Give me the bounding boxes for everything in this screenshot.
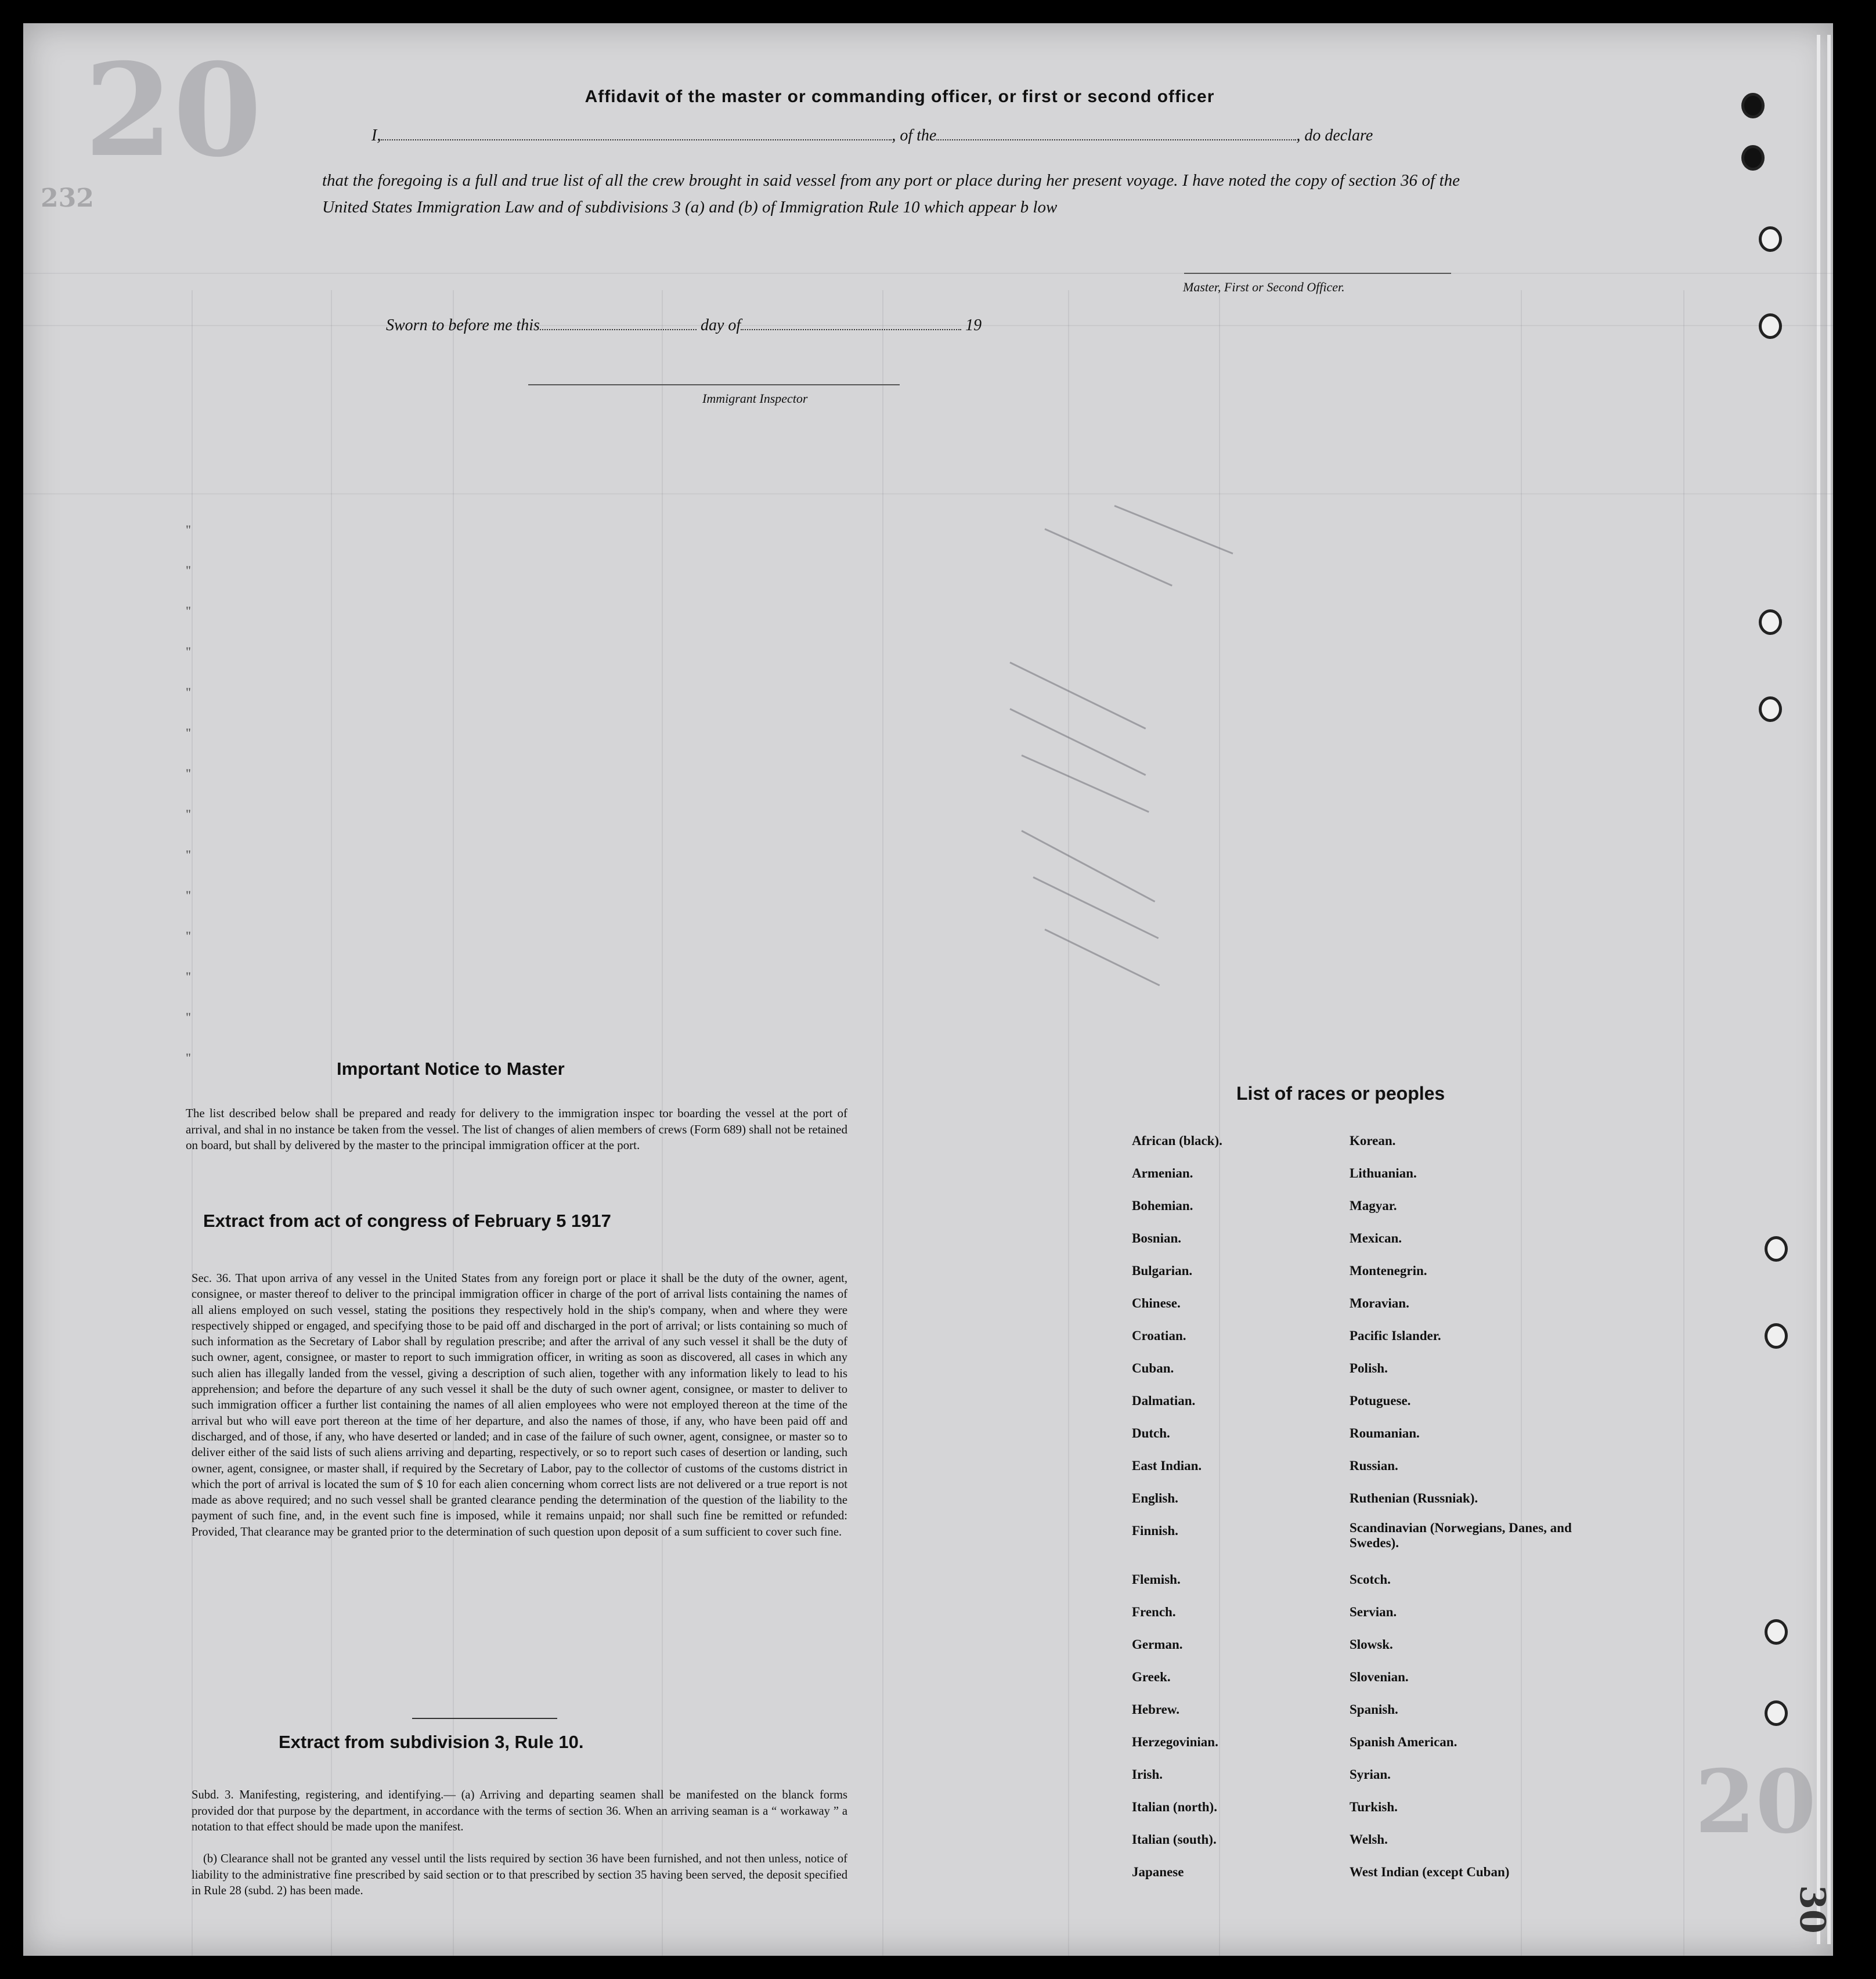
races-left-column [1132, 1125, 1323, 1888]
ditto-mark: " [186, 522, 191, 537]
ditto-mark: " [186, 847, 191, 862]
affidavit-declaration-line [371, 127, 1373, 145]
affidavit-body: that the foregoing is a full and true list of all the crew brought in said vessel from any port or place during her present voyage. I have noted the copy of section 36 of the United States Immigration Law and of subdivisions 3 (a) and (b) of Immigration Rule 10 which appear b low [322, 171, 1460, 216]
race-list-item: Bulgarian. [1132, 1263, 1193, 1278]
punch-hole [1765, 1236, 1788, 1262]
declare-suffix: , do declare [1296, 127, 1373, 145]
pencil-stroke [1033, 876, 1159, 939]
race-list-item: Flemish. [1132, 1572, 1181, 1587]
race-list-item: Korean. [1350, 1133, 1396, 1148]
pencil-stroke [1021, 754, 1149, 812]
race-list-item: Welsh. [1350, 1832, 1388, 1847]
ditto-mark: " [186, 604, 191, 618]
vessel-name-blank [936, 139, 1296, 140]
ghost-rule [882, 290, 883, 1956]
punch-hole [1765, 1619, 1788, 1645]
notice-title: Important Notice to Master [337, 1059, 565, 1079]
pencil-stroke [1044, 528, 1172, 586]
section-divider [412, 1718, 557, 1719]
race-list-item: French. [1132, 1605, 1176, 1619]
race-list-item: Spanish. [1350, 1702, 1398, 1717]
punch-hole [1765, 1700, 1788, 1726]
race-list-item: Moravian. [1350, 1296, 1409, 1310]
sworn-month-blank [741, 328, 961, 330]
race-list-item: Dutch. [1132, 1426, 1170, 1440]
ghost-rule [23, 493, 1833, 494]
pencil-stroke [1044, 929, 1160, 986]
ditto-mark: " [186, 1050, 191, 1065]
ditto-mark: " [186, 807, 191, 821]
ditto-mark: " [186, 888, 191, 902]
pencil-stroke [1021, 830, 1155, 902]
race-list-item: Magyar. [1350, 1198, 1397, 1213]
ditto-mark: " [186, 725, 191, 740]
race-list-item: Montenegrin. [1350, 1263, 1427, 1278]
race-list-item: Dalmatian. [1132, 1393, 1196, 1408]
pencil-stroke [1114, 505, 1233, 554]
races-right-column [1350, 1125, 1605, 1888]
race-list-item: Syrian. [1350, 1767, 1391, 1782]
inspector-signature-line [528, 384, 900, 385]
punch-hole [1759, 226, 1782, 252]
race-list-item: Lithuanian. [1350, 1166, 1417, 1180]
race-list-item: Turkish. [1350, 1800, 1398, 1814]
notice-text: The list described below shall be prepared and ready for delivery to the immigration inspec tor boarding the vessel at the port of arrival, and shal in no instance be taken from the vessel. The list of changes of alien members of crews (Form 689) shall not be retained on board, but shall by delivered by the master to the principal immigration officer at the port. [186, 1106, 847, 1153]
races-title: List of races or peoples [1236, 1083, 1445, 1104]
race-list-item: Irish. [1132, 1767, 1163, 1782]
ditto-mark: " [186, 685, 191, 699]
inspector-caption: Immigrant Inspector [702, 391, 808, 406]
punch-hole [1759, 696, 1782, 722]
rule-extract-title: Extract from subdivision 3, Rule 10. [279, 1732, 584, 1752]
punch-hole [1759, 313, 1782, 339]
sworn-day-label: day of [700, 316, 741, 334]
race-list-item: Italian (south). [1132, 1832, 1217, 1847]
punch-hole [1765, 1323, 1788, 1349]
race-list-item: Bohemian. [1132, 1198, 1193, 1213]
rule-extract-paragraph-a: Subd. 3. Manifesting, registering, and identifying.— (a) Arriving and departing seamen shall be manifested on the blanck forms provided dor that purpose by the department, in accordance with the terms of section 36. When an arriving seaman is a “ workaway ” a notation to that effect should be made upon the manifest. [192, 1789, 847, 1834]
ditto-mark: " [186, 563, 191, 577]
race-list-item: Scotch. [1350, 1572, 1391, 1587]
page-reference-mark: 232 [41, 183, 94, 213]
ghost-rule [23, 273, 1833, 274]
ditto-mark: " [186, 766, 191, 781]
ditto-mark: " [186, 644, 191, 659]
manifest-page [23, 23, 1833, 1956]
sworn-year: 19 [965, 316, 982, 334]
race-list-item: Chinese. [1132, 1296, 1181, 1310]
page-edge [1817, 35, 1820, 1944]
corner-number-mark: 20 [84, 35, 262, 185]
sworn-line [386, 316, 982, 335]
race-list-item: Hebrew. [1132, 1702, 1179, 1717]
ditto-mark: " [186, 1010, 191, 1024]
side-number-mark: 30 [1791, 1885, 1832, 1934]
punch-hole [1759, 609, 1782, 635]
race-list-item: Armenian. [1132, 1166, 1193, 1180]
bottom-number-mark: 20 [1695, 1751, 1816, 1853]
race-list-item: Mexican. [1350, 1231, 1402, 1245]
rule-extract-paragraph-b: (b) Clearance shall not be granted any vessel until the lists required by section 36 have been furnished, and not then unless, notice of liability to the administrative fine prescribed by said section or to that prescribed by section 35 having been served, the deposit specified in Rule 28 (subd. 2) has been made. [192, 1852, 847, 1898]
race-list-item: Roumanian. [1350, 1426, 1420, 1440]
race-list-item: Russian. [1350, 1458, 1398, 1473]
race-list-item: Croatian. [1132, 1328, 1186, 1343]
declarant-prefix: I, [371, 127, 381, 145]
race-list-item: Cuban. [1132, 1361, 1174, 1375]
race-list-item: Finnish. [1132, 1523, 1178, 1538]
race-list-item: Italian (north). [1132, 1800, 1217, 1814]
master-signature-caption: Master, First or Second Officer. [1183, 280, 1345, 294]
race-list-item: Potuguese. [1350, 1393, 1411, 1408]
race-list-item: West Indian (except Cuban) [1350, 1865, 1510, 1879]
punch-hole [1741, 93, 1765, 118]
affidavit-title: Affidavit of the master or commanding officer, or first or second officer [585, 87, 1215, 106]
ghost-rule [1683, 290, 1684, 1956]
race-list-item: Ruthenian (Russniak). [1350, 1491, 1478, 1505]
sworn-prefix: Sworn to before me this [386, 316, 540, 334]
act-extract-title: Extract from act of congress of February 5 1917 [203, 1211, 611, 1231]
race-list-item: Japanese [1132, 1865, 1184, 1879]
race-list-item: Scandinavian (Norwegians, Danes, and Swedes). [1350, 1521, 1572, 1550]
race-list-item: East Indian. [1132, 1458, 1202, 1473]
ditto-mark: " [186, 969, 191, 984]
race-list-item: Polish. [1350, 1361, 1388, 1375]
race-list-item: German. [1132, 1637, 1183, 1652]
race-list-item: Greek. [1132, 1670, 1171, 1684]
race-list-item: Slowsk. [1350, 1637, 1393, 1652]
race-list-item: Herzegovinian. [1132, 1735, 1218, 1749]
race-list-item: African (black). [1132, 1133, 1222, 1148]
race-list-item: Bosnian. [1132, 1231, 1182, 1245]
vessel-prefix: , of the [892, 127, 937, 145]
race-list-item: Pacific Islander. [1350, 1328, 1441, 1343]
declarant-name-blank [381, 139, 892, 140]
signature-line [1184, 273, 1451, 274]
ditto-mark: " [186, 929, 191, 943]
race-list-item: Slovenian. [1350, 1670, 1409, 1684]
act-extract-text: Sec. 36. That upon arriva of any vessel in the United States from any foreign port or place it shall be the duty of the owner, agent, consignee, or master thereof to deliver to the principal immigration officer in charge of the port of arrival lists containing the names of all aliens employed on such vessel, stating the positions they respectively hold in the ship's company, when and where they were respectively shipped or engaged, and specifying those to be paid off and discharged in the port of arrival; or lists containing so much of such information as the Secretary of Labor shall by regulation prescribe; and after the arrival of any such vessel it shall be the duty of such owner, agent, consignee, or master to report to such immigration officer, in writing as soon as discovered, all cases in which any such alien has illegally landed from the vessel, giving a description of such alien, together with any information likely to lead to his apprehension; and before the departure of any such vessel it shall be the duty of such owner agent, consignee, or master to deliver to such immigration officer a further list containing the names of all alien employees who were not employed thereon at the time of the arrival but who will eave port thereon at the time of her departure, and also the names of those, if any, who have been paid off and discharged, and of those, if any, who have deserted or landed; and in case of the failure of such owner, agent, consignee, or master so to deliver either of the said lists of such aliens arriving and departing, respectively, or so to report such cases of desertion or landing, such owner, agent, consignee, or master shall, if required by the Secretary of Labor, pay to the collector of customs of the customs district in which the port of arrival is located the sum of $ 10 for each alien concerning whom correct lists are not delivered or a true report is not made as above required; and no such vessel shall be granted clearance pending the determination of the question of the liability to the payment of such fine, and, in the event such fine is imposed, while it remains unpaid; nor shall such fine be remitted or refunded: Provided, That clearance may be granted prior to the determination of such question upon deposit of a sum sufficient to cover such fine. [192, 1272, 847, 1539]
race-list-item: English. [1132, 1491, 1178, 1505]
race-list-item: Servian. [1350, 1605, 1397, 1619]
race-list-item: Spanish American. [1350, 1735, 1457, 1749]
page-edge [1827, 35, 1831, 1944]
punch-hole [1741, 145, 1765, 171]
sworn-date-blank [540, 328, 697, 330]
